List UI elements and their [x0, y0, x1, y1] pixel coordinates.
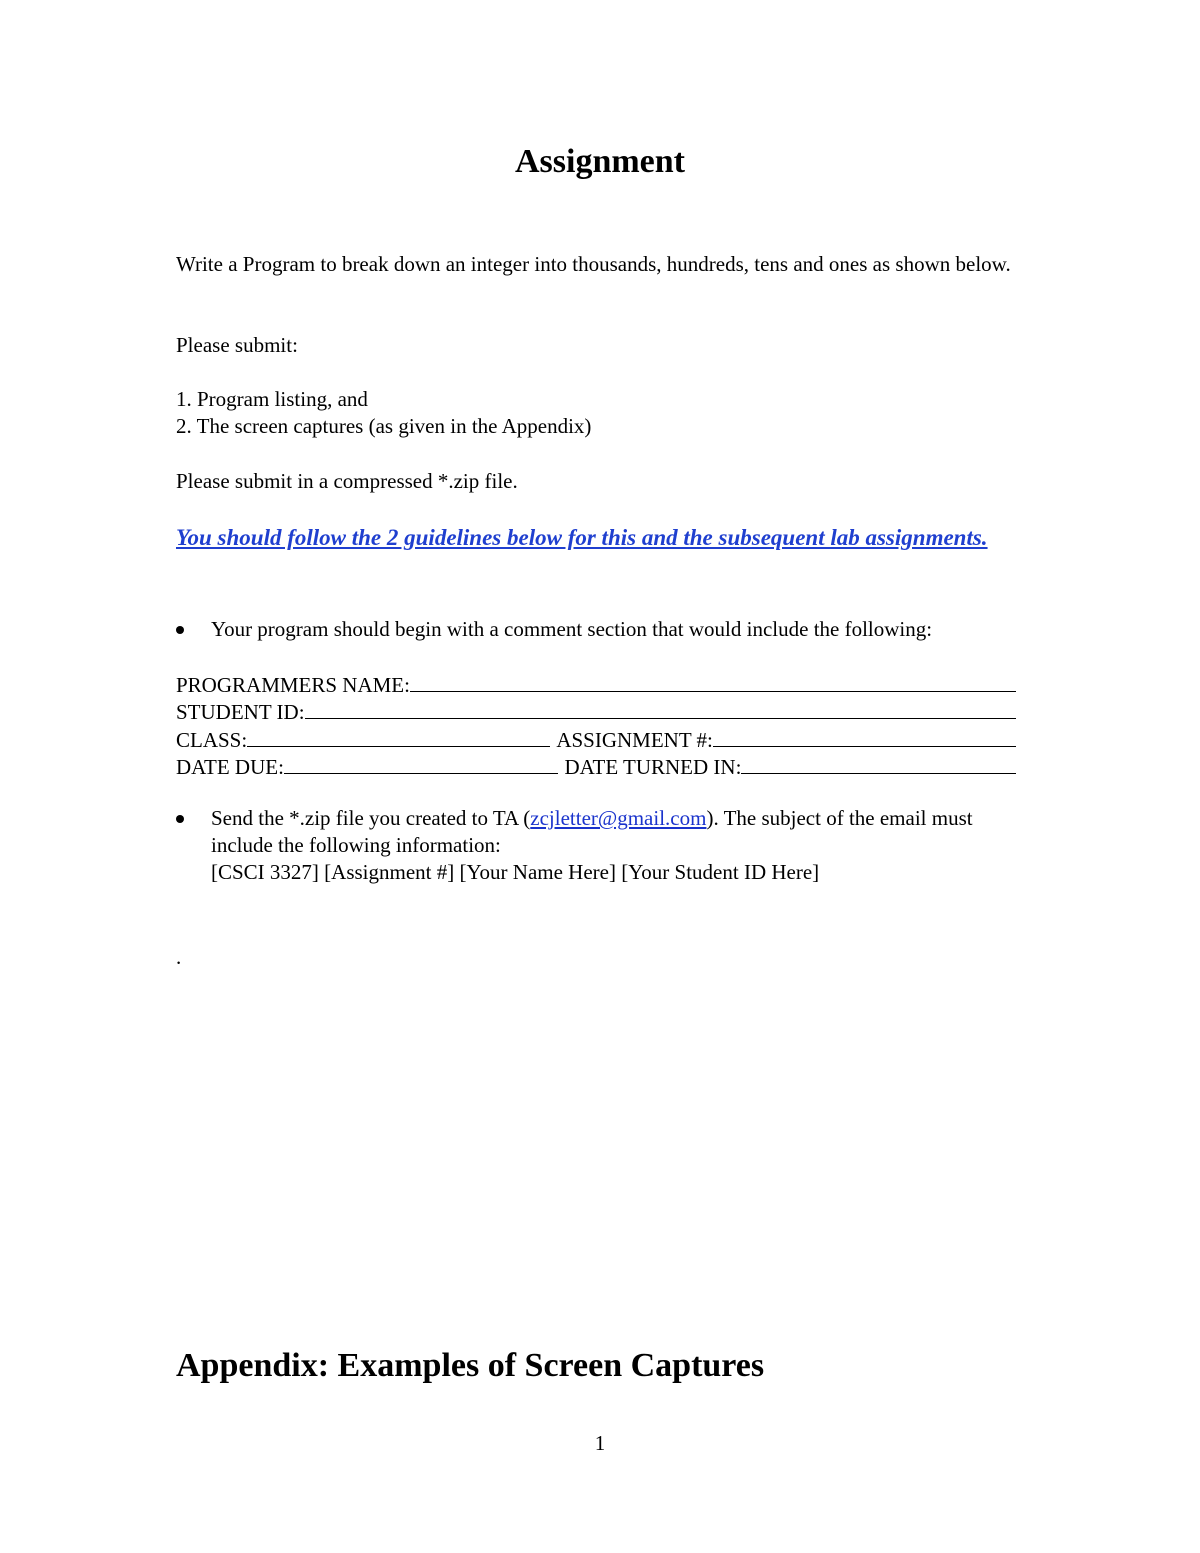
- field-blank-line: [741, 752, 1016, 774]
- field-blank-line: [247, 725, 550, 747]
- field-blank-line: [713, 725, 1016, 747]
- field-label: ASSIGNMENT #:: [556, 728, 713, 752]
- field-dates: [176, 752, 1016, 779]
- submit-item-2: 2. The screen captures (as given in the Appendix): [176, 414, 592, 438]
- field-label: DATE TURNED IN:: [564, 755, 742, 779]
- field-class-assignment: [176, 725, 1016, 752]
- field-label: PROGRAMMERS NAME:: [176, 673, 410, 697]
- bullet-icon: [176, 626, 184, 634]
- intro-paragraph: Write a Program to break down an integer into thousands, hundreds, tens and ones as shown below.: [176, 252, 1011, 276]
- field-label: STUDENT ID:: [176, 700, 305, 724]
- field-blank-line: [284, 752, 559, 774]
- bullet-text-prefix: Send the *.zip file you created to TA (: [211, 806, 531, 830]
- bullet-text: Your program should begin with a comment section that would include the following:: [211, 617, 933, 641]
- field-student-id: [176, 697, 1016, 724]
- appendix-heading: Appendix: Examples of Screen Captures: [176, 1347, 765, 1384]
- bullet-text: [211, 805, 1024, 886]
- email-link[interactable]: zcjletter@gmail.com: [530, 806, 707, 830]
- guideline-heading: You should follow the 2 guidelines below for this and the subsequent lab assignments.: [176, 525, 988, 550]
- page-title: Assignment: [514, 143, 686, 180]
- submit-heading: Please submit:: [176, 333, 298, 357]
- submit-item-1: 1. Program listing, and: [176, 387, 368, 411]
- field-label: DATE DUE:: [176, 755, 284, 779]
- field-blank-line: [410, 670, 1016, 692]
- bullet-text-suffix: ). The subject of the email must include the following information:: [211, 806, 973, 857]
- submit-format-note: Please submit in a compressed *.zip file.: [176, 469, 518, 493]
- email-subject-format: [CSCI 3327] [Assignment #] [Your Name Here] [Your Student ID Here]: [211, 860, 820, 884]
- field-label: CLASS:: [176, 728, 248, 752]
- bullet-icon: [176, 815, 184, 823]
- page-number: 1: [594, 1431, 606, 1455]
- stray-mark: .: [176, 945, 182, 969]
- field-programmers-name: [176, 670, 1016, 697]
- field-blank-line: [305, 697, 1016, 719]
